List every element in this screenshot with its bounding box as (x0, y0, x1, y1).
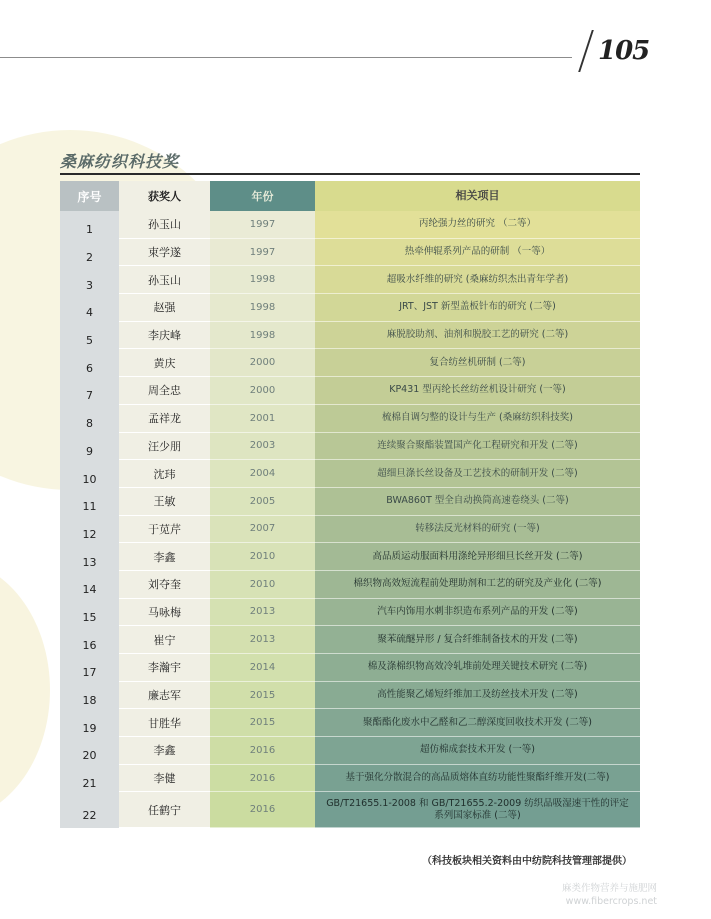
row-year: 2016 (210, 765, 315, 793)
row-project: 高品质运动服面料用涤纶异形细旦长丝开发 (二等) (315, 543, 640, 571)
row-project: 梳棉自调匀整的设计与生产 (桑麻纺织科技奖) (315, 405, 640, 433)
table-row (60, 488, 640, 516)
row-index: 11 (60, 488, 119, 516)
row-index: 1 (60, 211, 119, 239)
header-rule (0, 57, 572, 58)
row-name: 李健 (119, 765, 210, 793)
row-year: 2015 (210, 682, 315, 710)
row-name: 崔宁 (119, 626, 210, 654)
row-index: 20 (60, 737, 119, 765)
row-year: 2013 (210, 599, 315, 627)
row-index: 19 (60, 709, 119, 737)
row-name: 李庆峰 (119, 322, 210, 350)
table-row (60, 682, 640, 710)
row-project: 连续聚合聚酯装置国产化工程研究和开发 (二等) (315, 433, 640, 461)
row-year: 1998 (210, 294, 315, 322)
row-year: 1997 (210, 211, 315, 239)
row-project: KP431 型丙纶长丝纺丝机设计研究 (一等) (315, 377, 640, 405)
row-name: 孙玉山 (119, 211, 210, 239)
row-project: 超吸水纤维的研究 (桑麻纺织杰出青年学者) (315, 266, 640, 294)
row-name: 刘夺奎 (119, 571, 210, 599)
row-project: 转移法反光材料的研究 (一等) (315, 516, 640, 544)
row-index: 12 (60, 516, 119, 544)
row-index: 8 (60, 405, 119, 433)
table-row (60, 571, 640, 599)
row-year: 2003 (210, 433, 315, 461)
row-year: 2016 (210, 737, 315, 765)
row-index: 7 (60, 377, 119, 405)
table-row (60, 765, 640, 793)
row-name: 李鑫 (119, 737, 210, 765)
header-year: 年份 (210, 181, 315, 211)
row-year: 2016 (210, 792, 315, 828)
row-index: 22 (60, 792, 119, 828)
row-index: 13 (60, 543, 119, 571)
table-body (60, 211, 640, 828)
row-project: 超细旦涤长丝设备及工艺技术的研制开发 (二等) (315, 460, 640, 488)
row-name: 汪少朋 (119, 433, 210, 461)
row-project: 超仿棉成套技术开发 (一等) (315, 737, 640, 765)
row-index: 17 (60, 654, 119, 682)
row-year: 2000 (210, 349, 315, 377)
row-index: 16 (60, 626, 119, 654)
row-year: 2004 (210, 460, 315, 488)
table-row (60, 460, 640, 488)
row-name: 沈玮 (119, 460, 210, 488)
row-name: 赵强 (119, 294, 210, 322)
row-index: 14 (60, 571, 119, 599)
footer-note: （科技板块相关资料由中纺院科技管理部提供） (422, 856, 632, 867)
row-index: 15 (60, 599, 119, 627)
table-row (60, 654, 640, 682)
section-rule (60, 173, 640, 175)
row-project: 聚酯酯化废水中乙醛和乙二醇深度回收技术开发 (二等) (315, 709, 640, 737)
row-name: 李瀚宇 (119, 654, 210, 682)
row-name: 甘胜华 (119, 709, 210, 737)
row-index: 3 (60, 266, 119, 294)
row-name: 李鑫 (119, 543, 210, 571)
row-year: 2001 (210, 405, 315, 433)
row-year: 2000 (210, 377, 315, 405)
row-project: 聚苯硫醚异形 / 复合纤维制备技术的开发 (二等) (315, 626, 640, 654)
table-row (60, 405, 640, 433)
table-row (60, 626, 640, 654)
row-project: 棉织物高效短流程前处理助剂和工艺的研究及产业化 (二等) (315, 571, 640, 599)
header-name: 获奖人 (119, 181, 210, 211)
row-project: JRT、JST 新型盖板针布的研究 (二等) (315, 294, 640, 322)
watermark-line: www.fibercrops.net (565, 896, 658, 907)
table-row (60, 599, 640, 627)
row-year: 2007 (210, 516, 315, 544)
awards-table (60, 181, 640, 828)
row-year: 2015 (210, 709, 315, 737)
table-row (60, 211, 640, 239)
row-project: 丙纶强力丝的研究 （二等） (315, 211, 640, 239)
row-project: 复合纺丝机研制 (二等) (315, 349, 640, 377)
row-year: 2010 (210, 571, 315, 599)
row-name: 于苋芹 (119, 516, 210, 544)
section-title: 桑麻纺织科技奖 (60, 152, 180, 171)
row-project: BWA860T 型全自动换筒高速卷绕头 (二等) (315, 488, 640, 516)
page-number: 105 (598, 36, 650, 66)
table-row (60, 433, 640, 461)
table-row (60, 792, 640, 828)
row-name: 孙玉山 (119, 266, 210, 294)
row-year: 2005 (210, 488, 315, 516)
header-project: 相关项目 (315, 181, 640, 211)
row-index: 5 (60, 322, 119, 350)
row-name: 廉志军 (119, 682, 210, 710)
row-year: 1998 (210, 322, 315, 350)
row-index: 2 (60, 239, 119, 267)
row-index: 21 (60, 765, 119, 793)
table-row (60, 266, 640, 294)
watermark-line: 麻类作物营养与施肥网 (562, 883, 658, 894)
row-year: 2010 (210, 543, 315, 571)
table-row (60, 322, 640, 350)
page-number-slash (578, 30, 594, 72)
row-name: 黄庆 (119, 349, 210, 377)
table-row (60, 543, 640, 571)
row-project: GB/T21655.1-2008 和 GB/T21655.2-2009 纺织品吸湿速干性的评定系列国家标准 (二等) (315, 792, 640, 828)
row-index: 18 (60, 682, 119, 710)
row-name: 孟祥龙 (119, 405, 210, 433)
row-year: 2014 (210, 654, 315, 682)
row-name: 周全忠 (119, 377, 210, 405)
table-row (60, 349, 640, 377)
row-index: 9 (60, 433, 119, 461)
row-year: 2013 (210, 626, 315, 654)
table-row (60, 377, 640, 405)
row-project: 基于强化分散混合的高品质熔体直纺功能性聚酯纤维开发(二等) (315, 765, 640, 793)
row-project: 热牵伸辊系列产品的研制 （一等） (315, 239, 640, 267)
row-name: 束学遂 (119, 239, 210, 267)
row-project: 汽车内饰用水刺非织造布系列产品的开发 (二等) (315, 599, 640, 627)
row-project: 棉及涤棉织物高效冷轧堆前处理关键技术研究 (二等) (315, 654, 640, 682)
header-index: 序号 (60, 181, 119, 211)
row-project: 麻脱胶助剂、油剂和脱胶工艺的研究 (二等) (315, 322, 640, 350)
background-decor-circle (0, 560, 50, 820)
table-row (60, 709, 640, 737)
row-name: 王敏 (119, 488, 210, 516)
row-year: 1998 (210, 266, 315, 294)
row-index: 4 (60, 294, 119, 322)
table-row (60, 239, 640, 267)
row-project: 高性能聚乙烯短纤维加工及纺丝技术开发 (二等) (315, 682, 640, 710)
watermark (562, 882, 657, 908)
row-year: 1997 (210, 239, 315, 267)
table-row (60, 737, 640, 765)
row-name: 任鹤宁 (119, 792, 210, 828)
row-index: 10 (60, 460, 119, 488)
table-header-row (60, 181, 640, 211)
table-row (60, 294, 640, 322)
row-name: 马咏梅 (119, 599, 210, 627)
row-index: 6 (60, 349, 119, 377)
table-row (60, 516, 640, 544)
